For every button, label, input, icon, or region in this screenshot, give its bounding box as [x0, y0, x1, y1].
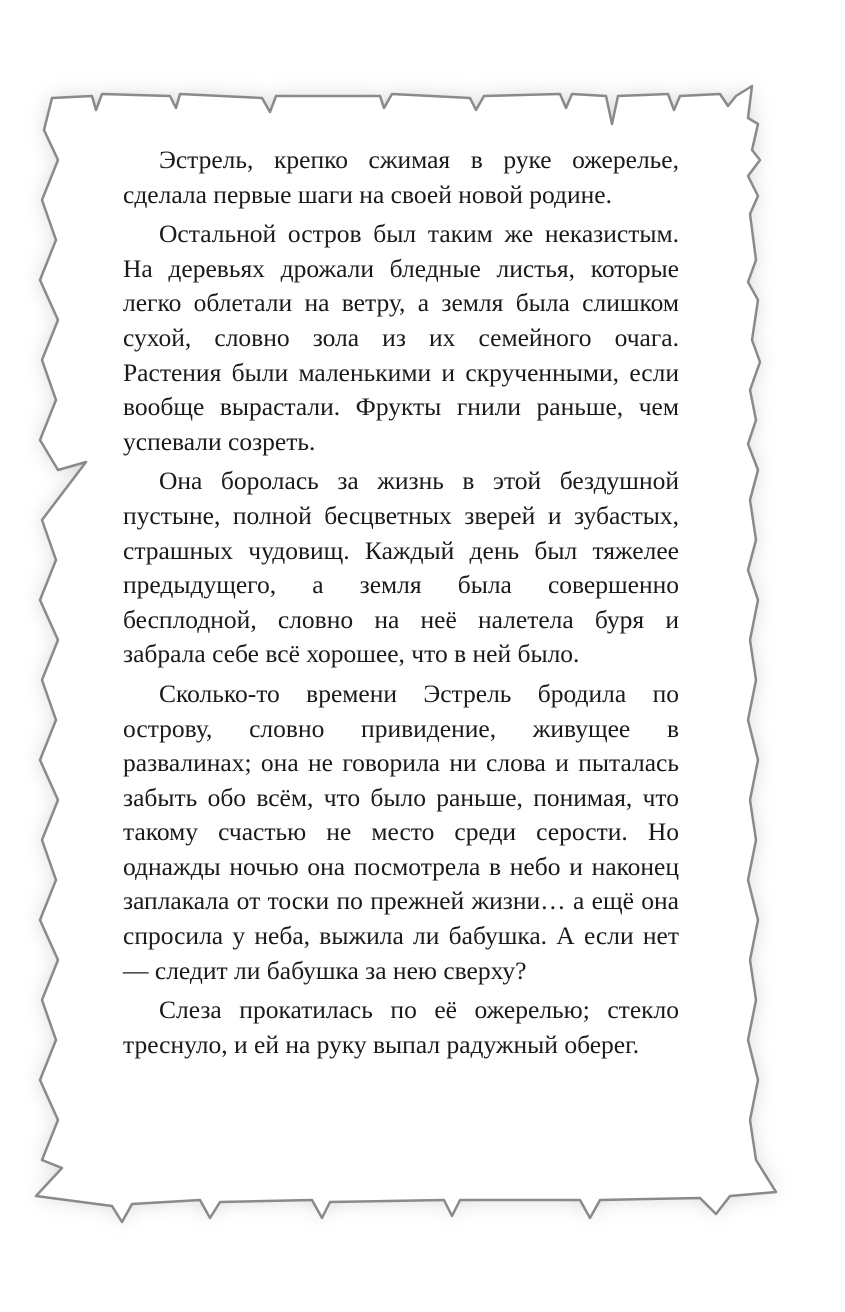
paragraph-1: Эстрель, крепко сжимая в руке ожерелье, сделала первые шаги на своей новой родине. — [123, 145, 679, 209]
paragraph-5: Слеза прокатилась по её ожерелью; стекло треснуло, и ей на руку выпал радужный оберег. — [123, 995, 679, 1059]
paragraph-2: Остальной остров был таким же неказистым. На деревьях дрожали бледные листья, которые легко облетали на ветру, а земля была слишком сухой, словно зола из их семейного очага. Растения были маленькими и скрученными, если вообще вырастали. Фрукты гнили раньше, чем успевали созреть. — [123, 219, 679, 456]
paragraph-4: Сколько-то времени Эстрель бродила по острову, словно привидение, живущее в развалинах; она не говорила ни слова и пыталась забыть обо всём, что было раньше, понимая, что такому счастью не место среди серости. Но однажды ночью она посмотрела в небо и наконец заплакала от тоски по прежней жизни… а ещё она спросила у неба, выжила ли бабушка. А если нет — следит ли бабушка за нею сверху? — [123, 678, 679, 985]
paragraph-3: Она боролась за жизнь в этой бездушной пустыне, полной бесцветных зверей и зубастых, страшных чудовищ. Каждый день был тяжелее предыдущего, а земля была совершенно бесплодной, словно на неё налетела буря и забрала себе всё хорошее, что в ней было. — [123, 466, 679, 669]
story-text — [123, 143, 679, 1062]
